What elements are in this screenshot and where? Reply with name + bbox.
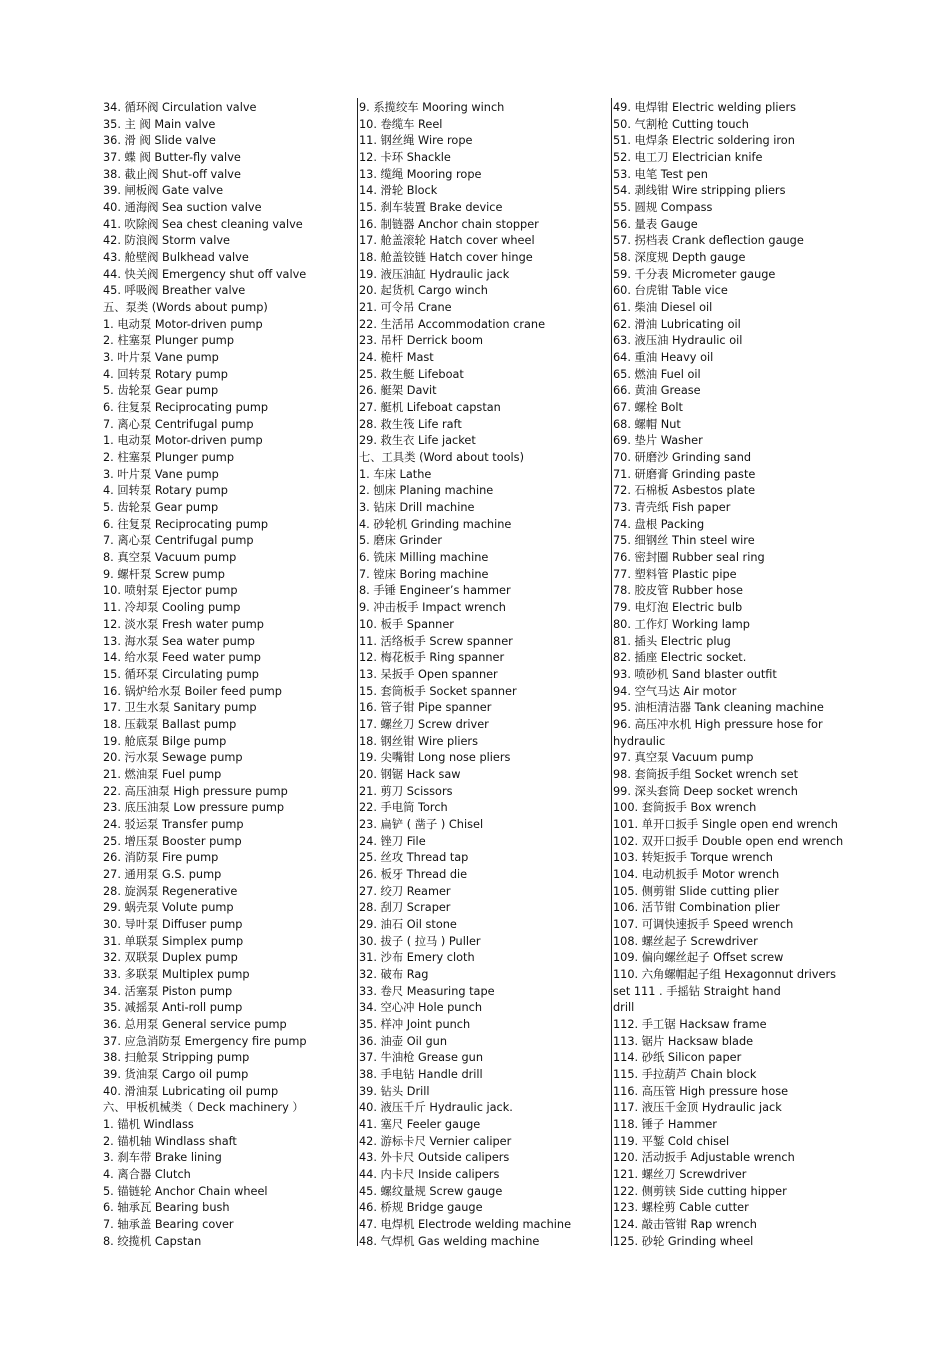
column-2 — [357, 98, 594, 1246]
term-line: 105. 侧剪钳 Slide cutting plier — [613, 884, 779, 898]
term-line: 5. 齿轮泵 Gear pump — [103, 501, 219, 515]
term-line: 119. 平錾 Cold chisel — [613, 1134, 730, 1148]
term-line: 97. 真空泵 Vacuum pump — [613, 751, 754, 765]
term-line: 65. 燃油 Fuel oil — [613, 367, 701, 381]
term-line: hydraulic — [613, 734, 666, 748]
term-line: 32. 双联泵 Duplex pump — [103, 951, 238, 965]
term-line: 13. 海水泵 Sea water pump — [103, 634, 255, 648]
term-line: 27. 艇机 Lifeboat capstan — [359, 401, 501, 415]
term-line: 7. 离心泵 Centrifugal pump — [103, 534, 254, 548]
term-line: 23. 扁铲 ( 凿子 ) Chisel — [359, 817, 484, 831]
term-line: 24. 驳运泵 Transfer pump — [103, 817, 244, 831]
term-line: 1. 电动泵 Motor-driven pump — [103, 317, 263, 331]
term-line: 28. 旋涡泵 Regenerative — [103, 884, 238, 898]
term-line: 45. 螺纹量规 Screw gauge — [359, 1184, 503, 1198]
term-line: 46. 桥规 Bridge gauge — [359, 1201, 483, 1215]
term-line: 35. 减摇泵 Anti-roll pump — [103, 1001, 243, 1015]
term-line: 81. 插头 Electric plug — [613, 634, 731, 648]
column-2-list — [359, 100, 594, 1250]
term-line: 112. 手工锯 Hacksaw frame — [613, 1017, 767, 1031]
term-line: 27. 绞刀 Reamer — [359, 884, 451, 898]
term-line: 35. 主 阀 Main valve — [103, 117, 216, 131]
term-line: 18. 压载泵 Ballast pump — [103, 717, 237, 731]
term-line: 16. 制链器 Anchor chain stopper — [359, 217, 539, 231]
term-line: 40. 滑油泵 Lubricating oil pump — [103, 1084, 279, 1098]
term-line: 20. 起货机 Cargo winch — [359, 284, 488, 298]
term-line: 99. 深头套筒 Deep socket wrench — [613, 784, 798, 798]
term-line: 5. 齿轮泵 Gear pump — [103, 384, 219, 398]
term-line: 14. 给水泵 Feed water pump — [103, 651, 261, 665]
term-line: 39. 货油泵 Cargo oil pump — [103, 1067, 249, 1081]
term-line: 16. 锅炉给水泵 Boiler feed pump — [103, 684, 282, 698]
term-line: 29. 救生衣 Life jacket — [359, 434, 476, 448]
term-line: drill — [613, 1001, 635, 1015]
term-line: 2. 刨床 Planing machine — [359, 484, 494, 498]
term-line: 22. 生活吊 Accommodation crane — [359, 317, 546, 331]
term-line: 9. 冲击板手 Impact wrench — [359, 601, 506, 615]
term-line: 61. 柴油 Diesel oil — [613, 301, 713, 315]
term-line: 94. 空气马达 Air motor — [613, 684, 737, 698]
term-line: 4. 回转泵 Rotary pump — [103, 367, 228, 381]
term-line: 14. 滑轮 Block — [359, 184, 438, 198]
term-line: 108. 螺丝起子 Screwdriver — [613, 934, 758, 948]
term-line: 26. 消防泵 Fire pump — [103, 851, 219, 865]
term-line: 11. 活络板手 Screw spanner — [359, 634, 513, 648]
term-line: 34. 空心冲 Hole punch — [359, 1001, 482, 1015]
term-line: 7. 离心泵 Centrifugal pump — [103, 417, 254, 431]
term-line: 2. 柱塞泵 Plunger pump — [103, 334, 234, 348]
term-line: 56. 量表 Gauge — [613, 217, 698, 231]
term-line: 1. 锚机 Windlass — [103, 1117, 194, 1131]
term-line: 113. 锯片 Hacksaw blade — [613, 1034, 754, 1048]
term-line: 77. 塑料管 Plastic pipe — [613, 567, 737, 581]
term-line: 19. 液压油缸 Hydraulic jack — [359, 267, 510, 281]
term-line: 60. 台虎钳 Table vice — [613, 284, 728, 298]
term-line: 64. 重油 Heavy oil — [613, 351, 714, 365]
term-line: 16. 管子钳 Pipe spanner — [359, 701, 492, 715]
term-line: 79. 电灯泡 Electric bulb — [613, 601, 743, 615]
term-line: 8. 真空泵 Vacuum pump — [103, 551, 237, 565]
term-line: 39. 钻头 Drill — [359, 1084, 430, 1098]
term-line: 50. 气割枪 Cutting touch — [613, 117, 749, 131]
term-line: 21. 可令吊 Crane — [359, 301, 452, 315]
term-line: 40. 液压千斤 Hydraulic jack. — [359, 1101, 513, 1115]
term-line: 15. 套筒板手 Socket spanner — [359, 684, 517, 698]
term-line: 10. 喷射泵 Ejector pump — [103, 584, 238, 598]
term-line: 71. 研磨膏 Grinding paste — [613, 467, 756, 481]
term-line: 120. 活动扳手 Adjustable wrench — [613, 1151, 795, 1165]
term-line: 68. 螺帽 Nut — [613, 417, 681, 431]
term-line: 58. 深度规 Depth gauge — [613, 251, 746, 265]
term-line: 41. 塞尺 Feeler gauge — [359, 1117, 481, 1131]
term-line: 43. 舱壁阀 Bulkhead valve — [103, 251, 249, 265]
term-line: 22. 手电筒 Torch — [359, 801, 448, 815]
term-line: 48. 气焊机 Gas welding machine — [359, 1234, 540, 1248]
term-line: 34. 活塞泵 Piston pump — [103, 984, 233, 998]
term-line: 116. 高压管 High pressure hose — [613, 1084, 789, 1098]
term-line: 35. 样冲 Joint punch — [359, 1017, 471, 1031]
term-line: 37. 应急消防泵 Emergency fire pump — [103, 1034, 307, 1048]
term-line: 32. 破布 Rag — [359, 967, 429, 981]
term-line: 36. 总用泵 General service pump — [103, 1017, 287, 1031]
term-line: 26. 板牙 Thread die — [359, 867, 468, 881]
term-line: 115. 手拉葫芦 Chain block — [613, 1067, 757, 1081]
term-line: 96. 高压冲水机 High pressure hose for — [613, 717, 823, 731]
term-line: 80. 工作灯 Working lamp — [613, 617, 750, 631]
term-line: 42. 防浪阀 Storm valve — [103, 234, 230, 248]
term-line: 26. 艇架 Davit — [359, 384, 437, 398]
term-line: 10. 板手 Spanner — [359, 617, 454, 631]
term-line: 29. 蜗壳泵 Volute pump — [103, 901, 234, 915]
term-line: 28. 刮刀 Scraper — [359, 901, 451, 915]
term-line: 123. 螺栓剪 Cable cutter — [613, 1201, 749, 1215]
term-line: 20. 污水泵 Sewage pump — [103, 751, 243, 765]
term-line: 117. 液压千金顶 Hydraulic jack — [613, 1101, 782, 1115]
term-line: 107. 可调快速扳手 Speed wrench — [613, 917, 794, 931]
term-line: 98. 套筒扳手组 Socket wrench set — [613, 767, 799, 781]
term-line: 19. 尖嘴钳 Long nose pliers — [359, 751, 511, 765]
term-line: 45. 呼吸阀 Breather valve — [103, 284, 246, 298]
term-line: 25. 救生艇 Lifeboat — [359, 367, 464, 381]
term-line: 4. 离合器 Clutch — [103, 1168, 191, 1181]
term-line: 30. 导叶泵 Diffuser pump — [103, 917, 243, 931]
term-line: 54. 剥线钳 Wire stripping pliers — [613, 184, 786, 198]
term-line: 100. 套筒扳手 Box wrench — [613, 801, 757, 815]
term-line: 37. 牛油枪 Grease gun — [359, 1051, 483, 1065]
term-line: 5. 磨床 Grinder — [359, 534, 443, 548]
term-line: 122. 侧剪铗 Side cutting hipper — [613, 1184, 787, 1198]
term-line: 106. 活节钳 Combination plier — [613, 901, 780, 915]
term-line: 18. 舱盖铰链 Hatch cover hinge — [359, 251, 533, 265]
term-line: 78. 胶皮管 Rubber hose — [613, 584, 743, 598]
term-line: 52. 电工刀 Electrician knife — [613, 151, 763, 165]
term-line: 8. 绞揽机 Capstan — [103, 1234, 202, 1248]
term-line: 34. 循环阀 Circulation valve — [103, 101, 257, 114]
term-line: 6. 铣床 Milling machine — [359, 551, 489, 565]
term-line: 38. 手电钻 Handle drill — [359, 1067, 483, 1081]
term-line: 125. 砂轮 Grinding wheel — [613, 1234, 754, 1248]
term-line: 47. 电焊机 Electrode welding machine — [359, 1218, 572, 1232]
term-line: 66. 黄油 Grease — [613, 384, 701, 398]
term-line: 53. 电笔 Test pen — [613, 167, 708, 181]
term-line: 11. 钢丝绳 Wire rope — [359, 134, 473, 148]
term-line: 8. 手锤 Engineer’s hammer — [359, 584, 511, 598]
term-line: 36. 油壶 Oil gun — [359, 1034, 447, 1048]
term-line: 72. 石棉板 Asbestos plate — [613, 484, 756, 498]
term-line: 67. 螺栓 Bolt — [613, 401, 683, 415]
term-line: 11. 冷却泵 Cooling pump — [103, 601, 241, 615]
term-line: 39. 闸板阀 Gate valve — [103, 184, 224, 198]
term-line: 13. 呆扳手 Open spanner — [359, 667, 498, 681]
term-line: 55. 圆规 Compass — [613, 201, 713, 215]
term-line: 12. 淡水泵 Fresh water pump — [103, 617, 264, 631]
term-line: 13. 缆绳 Mooring rope — [359, 167, 482, 181]
term-line: 21. 燃油泵 Fuel pump — [103, 767, 222, 781]
term-line: 51. 电焊条 Electric soldering iron — [613, 134, 795, 148]
term-line: 41. 吹除阀 Sea chest cleaning valve — [103, 217, 303, 231]
term-line: 4. 砂轮机 Grinding machine — [359, 517, 512, 531]
term-line: 114. 砂纸 Silicon paper — [613, 1051, 742, 1065]
term-line: 25. 丝攻 Thread tap — [359, 851, 469, 865]
column-3 — [611, 98, 857, 1246]
term-line: 17. 卫生水泵 Sanitary pump — [103, 701, 257, 715]
term-line: 六、甲板机械类（ Deck machinery ） — [103, 1101, 304, 1115]
term-line: 23. 吊杆 Derrick boom — [359, 334, 483, 348]
term-line: 95. 油柜清洁器 Tank cleaning machine — [613, 701, 824, 715]
term-line: 6. 往复泵 Reciprocating pump — [103, 517, 269, 531]
term-line: 3. 钻床 Drill machine — [359, 501, 475, 515]
term-line: 121. 螺丝刀 Screwdriver — [613, 1168, 747, 1181]
term-line: 19. 舱底泵 Bilge pump — [103, 734, 227, 748]
term-line: set 111 . 手摇钻 Straight hand — [613, 984, 781, 998]
term-line: 101. 单开口扳手 Single open end wrench — [613, 817, 838, 831]
column-3-list — [613, 100, 857, 1250]
term-line: 102. 双开口扳手 Double open end wrench — [613, 834, 844, 848]
term-line: 49. 电焊钳 Electric welding pliers — [613, 101, 796, 114]
term-line: 103. 转矩扳手 Torque wrench — [613, 851, 773, 865]
term-line: 20. 钢锯 Hack saw — [359, 767, 461, 781]
term-line: 12. 梅花板手 Ring spanner — [359, 651, 505, 665]
term-line: 44. 内卡尺 Inside calipers — [359, 1168, 500, 1181]
term-line: 3. 叶片泵 Vane pump — [103, 351, 219, 365]
term-line: 82. 插座 Electric socket. — [613, 651, 747, 665]
term-line: 5. 锚链轮 Anchor Chain wheel — [103, 1184, 268, 1198]
term-line: 3. 叶片泵 Vane pump — [103, 467, 219, 481]
term-line: 18. 钢丝钳 Wire pliers — [359, 734, 478, 748]
term-line: 104. 电动机扳手 Motor wrench — [613, 867, 780, 881]
term-line: 37. 蝶 阀 Butter-fly valve — [103, 151, 241, 165]
term-line: 24. 桅杆 Mast — [359, 351, 434, 365]
term-line: 62. 滑油 Lubricating oil — [613, 317, 741, 331]
term-line: 30. 拔子 ( 拉马 ) Puller — [359, 934, 481, 948]
term-line: 109. 偏向螺丝起子 Offset screw — [613, 951, 784, 965]
term-line: 33. 多联泵 Multiplex pump — [103, 967, 250, 981]
term-line: 17. 螺丝刀 Screw driver — [359, 717, 489, 731]
term-line: 七、工具类 (Word about tools) — [359, 451, 524, 465]
column-1-list — [103, 100, 339, 1250]
term-line: 31. 沙布 Emery cloth — [359, 951, 475, 965]
term-line: 118. 锤子 Hammer — [613, 1117, 717, 1131]
term-line: 42. 游标卡尺 Vernier caliper — [359, 1134, 512, 1148]
term-line: 63. 液压油 Hydraulic oil — [613, 334, 743, 348]
term-line: 36. 滑 阀 Slide valve — [103, 134, 216, 148]
term-line: 29. 油石 Oil stone — [359, 917, 457, 931]
term-line: 24. 锉刀 File — [359, 834, 426, 848]
term-line: 10. 卷缆车 Reel — [359, 117, 443, 131]
term-line: 28. 救生筏 Life raft — [359, 417, 462, 431]
term-line: 9. 系揽绞车 Mooring winch — [359, 101, 505, 114]
term-line: 73. 青壳纸 Fish paper — [613, 501, 731, 515]
term-line: 124. 敲击管钳 Rap wrench — [613, 1218, 757, 1232]
term-line: 44. 快关阀 Emergency shut off valve — [103, 267, 307, 281]
term-line: 6. 轴承瓦 Bearing bush — [103, 1201, 230, 1215]
term-line: 1. 车床 Lathe — [359, 467, 432, 481]
term-line: 17. 舱盖滚轮 Hatch cover wheel — [359, 234, 535, 248]
term-line: 2. 锚机轴 Windlass shaft — [103, 1134, 237, 1148]
term-line: 9. 螺杆泵 Screw pump — [103, 567, 225, 581]
term-line: 6. 往复泵 Reciprocating pump — [103, 401, 269, 415]
term-line: 4. 回转泵 Rotary pump — [103, 484, 228, 498]
term-line: 12. 卡环 Shackle — [359, 151, 451, 165]
term-line: 57. 拐档表 Crank deflection gauge — [613, 234, 804, 248]
term-line: 27. 通用泵 G.S. pump — [103, 867, 222, 881]
term-line: 2. 柱塞泵 Plunger pump — [103, 451, 234, 465]
term-line: 21. 剪刀 Scissors — [359, 784, 453, 798]
term-line: 25. 增压泵 Booster pump — [103, 834, 242, 848]
term-line: 59. 千分表 Micrometer gauge — [613, 267, 776, 281]
term-line: 31. 单联泵 Simplex pump — [103, 934, 244, 948]
term-line: 1. 电动泵 Motor-driven pump — [103, 434, 263, 448]
term-line: 23. 底压油泵 Low pressure pump — [103, 801, 285, 815]
term-line: 110. 六角螺帽起子组 Hexagonnut drivers — [613, 967, 836, 981]
term-line: 五、泵类 (Words about pump) — [103, 301, 268, 315]
term-line: 70. 研磨沙 Grinding sand — [613, 451, 752, 465]
term-line: 75. 细钢丝 Thin steel wire — [613, 534, 755, 548]
term-line: 93. 喷砂机 Sand blaster outfit — [613, 667, 777, 681]
term-line: 7. 轴承盖 Bearing cover — [103, 1218, 234, 1232]
term-line: 40. 通海阀 Sea suction valve — [103, 201, 262, 215]
term-line: 76. 密封圈 Rubber seal ring — [613, 551, 765, 565]
term-line: 7. 镗床 Boring machine — [359, 567, 489, 581]
term-line: 15. 刹车装置 Brake device — [359, 201, 503, 215]
term-line: 74. 盘根 Packing — [613, 517, 705, 531]
term-line: 33. 卷尺 Measuring tape — [359, 984, 495, 998]
term-line: 69. 垫片 Washer — [613, 434, 703, 448]
term-line: 15. 循环泵 Circulating pump — [103, 667, 259, 681]
term-line: 22. 高压油泵 High pressure pump — [103, 784, 288, 798]
term-line: 3. 刹车带 Brake lining — [103, 1151, 222, 1165]
term-line: 38. 扫舱泵 Stripping pump — [103, 1051, 250, 1065]
term-line: 38. 截止阀 Shut-off valve — [103, 167, 241, 181]
term-line: 43. 外卡尺 Outside calipers — [359, 1151, 510, 1165]
